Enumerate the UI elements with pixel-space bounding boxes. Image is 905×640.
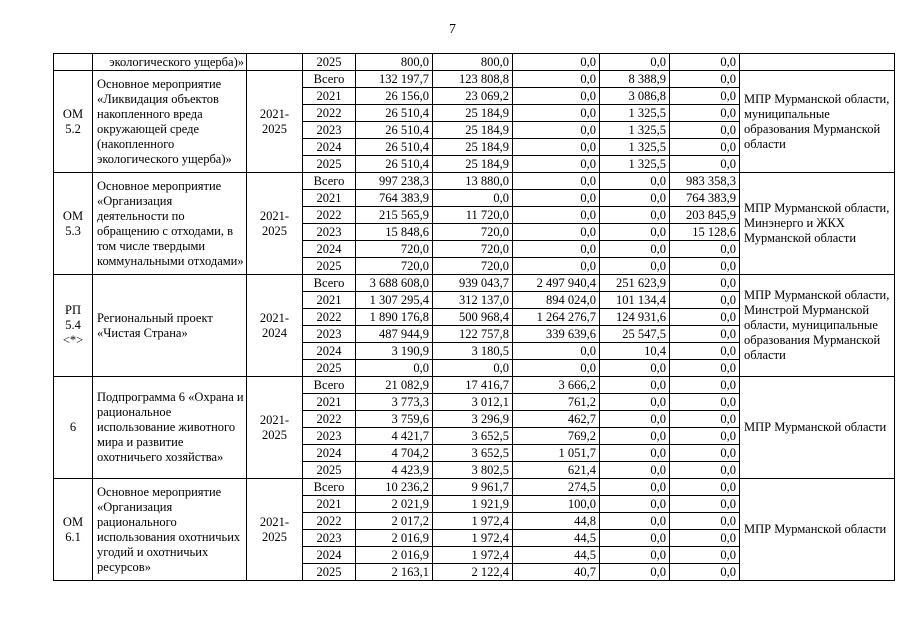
- section-period-cell: 2021-2025: [247, 479, 303, 581]
- value-cell: 8 388,9: [600, 71, 670, 88]
- value-cell: 0,0: [356, 360, 433, 377]
- value-cell: 0,0: [670, 343, 740, 360]
- value-cell: 2 016,9: [356, 530, 433, 547]
- value-cell: 21 082,9: [356, 377, 433, 394]
- value-cell: 13 880,0: [433, 173, 513, 190]
- value-cell: 26 510,4: [356, 122, 433, 139]
- value-cell: 0,0: [513, 156, 600, 173]
- value-cell: 1 051,7: [513, 445, 600, 462]
- value-cell: 0,0: [433, 190, 513, 207]
- value-cell: 0,0: [670, 479, 740, 496]
- section-code-cell: 6: [54, 377, 93, 479]
- year-cell: 2023: [303, 224, 356, 241]
- value-cell: 1 325,5: [600, 156, 670, 173]
- value-cell: 0,0: [600, 190, 670, 207]
- executor-cell: МПР Мурманской области, муниципальные образования Мурманской области: [740, 71, 895, 173]
- value-cell: 4 423,9: [356, 462, 433, 479]
- year-cell: Всего: [303, 377, 356, 394]
- value-cell: 1 972,4: [433, 547, 513, 564]
- value-cell: 10,4: [600, 343, 670, 360]
- value-cell: 0,0: [513, 88, 600, 105]
- section-code-cell: ОМ 5.2: [54, 71, 93, 173]
- value-cell: 0,0: [670, 71, 740, 88]
- value-cell: 3 012,1: [433, 394, 513, 411]
- value-cell: 0,0: [600, 377, 670, 394]
- value-cell: 274,5: [513, 479, 600, 496]
- value-cell: 0,0: [670, 377, 740, 394]
- value-cell: 2 021,9: [356, 496, 433, 513]
- year-cell: 2024: [303, 343, 356, 360]
- value-cell: 0,0: [600, 496, 670, 513]
- section-code-cell: ОМ 5.3: [54, 173, 93, 275]
- executor-cell: МПР Мурманской области: [740, 479, 895, 581]
- value-cell: 621,4: [513, 462, 600, 479]
- value-cell: 3 180,5: [433, 343, 513, 360]
- value-cell: 0,0: [600, 564, 670, 581]
- value-cell: 1 325,5: [600, 105, 670, 122]
- section-name-cell: Основное мероприятие «Ликвидация объектов накопленного вреда окружающей среде (накопленного экологического ущерба)»: [93, 71, 247, 173]
- value-cell: 0,0: [600, 54, 670, 71]
- value-cell: 3 190,9: [356, 343, 433, 360]
- year-cell: 2022: [303, 309, 356, 326]
- value-cell: 0,0: [670, 139, 740, 156]
- value-cell: 2 497 940,4: [513, 275, 600, 292]
- value-cell: 0,0: [513, 207, 600, 224]
- value-cell: 3 652,5: [433, 428, 513, 445]
- year-cell: 2022: [303, 513, 356, 530]
- value-cell: 720,0: [356, 258, 433, 275]
- value-cell: 3 773,3: [356, 394, 433, 411]
- value-cell: 720,0: [433, 224, 513, 241]
- year-cell: 2022: [303, 411, 356, 428]
- value-cell: 10 236,2: [356, 479, 433, 496]
- value-cell: 0,0: [600, 360, 670, 377]
- value-cell: 894 024,0: [513, 292, 600, 309]
- year-cell: 2023: [303, 122, 356, 139]
- value-cell: 0,0: [670, 564, 740, 581]
- value-cell: 11 720,0: [433, 207, 513, 224]
- value-cell: 500 968,4: [433, 309, 513, 326]
- value-cell: 0,0: [513, 173, 600, 190]
- value-cell: 0,0: [670, 105, 740, 122]
- value-cell: 1 890 176,8: [356, 309, 433, 326]
- value-cell: 17 416,7: [433, 377, 513, 394]
- value-cell: 1 325,5: [600, 122, 670, 139]
- program-name-cell: экологического ущерба)»: [93, 54, 247, 71]
- value-cell: 124 931,6: [600, 309, 670, 326]
- year-cell: 2023: [303, 326, 356, 343]
- value-cell: 0,0: [670, 54, 740, 71]
- value-cell: 0,0: [670, 88, 740, 105]
- year-cell: 2021: [303, 190, 356, 207]
- value-cell: 40,7: [513, 564, 600, 581]
- value-cell: 215 565,9: [356, 207, 433, 224]
- value-cell: 25 184,9: [433, 122, 513, 139]
- value-cell: 0,0: [600, 445, 670, 462]
- value-cell: 800,0: [356, 54, 433, 71]
- value-cell: 44,5: [513, 530, 600, 547]
- table-row: [54, 173, 895, 190]
- value-cell: 1 972,4: [433, 513, 513, 530]
- value-cell: 0,0: [513, 343, 600, 360]
- value-cell: 0,0: [600, 258, 670, 275]
- section-name-cell: Подпрограмма 6 «Охрана и рациональное использование животного мира и развитие охотничьего хозяйства»: [93, 377, 247, 479]
- value-cell: 26 510,4: [356, 139, 433, 156]
- value-cell: 26 156,0: [356, 88, 433, 105]
- value-cell: 9 961,7: [433, 479, 513, 496]
- value-cell: 0,0: [513, 258, 600, 275]
- value-cell: 25 547,5: [600, 326, 670, 343]
- value-cell: 0,0: [600, 479, 670, 496]
- value-cell: 2 163,1: [356, 564, 433, 581]
- value-cell: 0,0: [670, 292, 740, 309]
- value-cell: 0,0: [513, 54, 600, 71]
- year-cell: 2022: [303, 105, 356, 122]
- value-cell: 123 808,8: [433, 71, 513, 88]
- period-cell: [247, 54, 303, 71]
- year-cell: 2021: [303, 88, 356, 105]
- year-cell: Всего: [303, 173, 356, 190]
- value-cell: 0,0: [670, 241, 740, 258]
- value-cell: 26 510,4: [356, 156, 433, 173]
- value-cell: 0,0: [600, 224, 670, 241]
- year-cell: 2025: [303, 462, 356, 479]
- year-cell: 2025: [303, 564, 356, 581]
- table-row: [54, 377, 895, 394]
- table-row: [54, 54, 895, 71]
- value-cell: 44,8: [513, 513, 600, 530]
- value-cell: 0,0: [513, 105, 600, 122]
- year-cell: 2021: [303, 496, 356, 513]
- section-name-cell: Основное мероприятие «Организация рационального использования охотничьих угодий и охотничьих ресурсов»: [93, 479, 247, 581]
- value-cell: 0,0: [433, 360, 513, 377]
- year-cell: 2024: [303, 547, 356, 564]
- section-period-cell: 2021-2025: [247, 173, 303, 275]
- year-cell: 2025: [303, 54, 356, 71]
- value-cell: 0,0: [670, 462, 740, 479]
- value-cell: 0,0: [670, 530, 740, 547]
- executor-cell: МПР Мурманской области, Минстрой Мурманской области, муниципальные образования Мурманской области: [740, 275, 895, 377]
- value-cell: 0,0: [670, 360, 740, 377]
- value-cell: 122 757,8: [433, 326, 513, 343]
- value-cell: 15 128,6: [670, 224, 740, 241]
- value-cell: 4 704,2: [356, 445, 433, 462]
- value-cell: 0,0: [670, 258, 740, 275]
- executor-cell: МПР Мурманской области: [740, 377, 895, 479]
- value-cell: 3 759,6: [356, 411, 433, 428]
- table-row: [54, 275, 895, 292]
- value-cell: 761,2: [513, 394, 600, 411]
- year-cell: 2021: [303, 292, 356, 309]
- value-cell: 1 264 276,7: [513, 309, 600, 326]
- value-cell: 26 510,4: [356, 105, 433, 122]
- value-cell: 25 184,9: [433, 156, 513, 173]
- budget-table: [53, 53, 895, 581]
- year-cell: 2025: [303, 360, 356, 377]
- value-cell: 15 848,6: [356, 224, 433, 241]
- value-cell: 23 069,2: [433, 88, 513, 105]
- year-cell: Всего: [303, 71, 356, 88]
- value-cell: 0,0: [670, 122, 740, 139]
- value-cell: 0,0: [600, 241, 670, 258]
- executor-cell: [740, 54, 895, 71]
- year-cell: 2024: [303, 139, 356, 156]
- value-cell: 764 383,9: [670, 190, 740, 207]
- value-cell: 0,0: [513, 224, 600, 241]
- code-cell: [54, 54, 93, 71]
- year-cell: Всего: [303, 479, 356, 496]
- value-cell: 251 623,9: [600, 275, 670, 292]
- value-cell: 100,0: [513, 496, 600, 513]
- value-cell: 3 666,2: [513, 377, 600, 394]
- section-period-cell: 2021-2025: [247, 377, 303, 479]
- value-cell: 0,0: [670, 275, 740, 292]
- value-cell: 0,0: [513, 190, 600, 207]
- value-cell: 0,0: [670, 513, 740, 530]
- value-cell: 0,0: [513, 122, 600, 139]
- year-cell: 2023: [303, 428, 356, 445]
- section-period-cell: 2021-2025: [247, 71, 303, 173]
- year-cell: 2022: [303, 207, 356, 224]
- value-cell: 0,0: [513, 71, 600, 88]
- year-cell: 2025: [303, 156, 356, 173]
- value-cell: 2 122,4: [433, 564, 513, 581]
- value-cell: 0,0: [670, 547, 740, 564]
- value-cell: 720,0: [433, 241, 513, 258]
- value-cell: 0,0: [600, 513, 670, 530]
- value-cell: 0,0: [670, 445, 740, 462]
- value-cell: 132 197,7: [356, 71, 433, 88]
- section-code-cell: РП 5.4 <*>: [54, 275, 93, 377]
- value-cell: 1 972,4: [433, 530, 513, 547]
- value-cell: 339 639,6: [513, 326, 600, 343]
- section-period-cell: 2021-2024: [247, 275, 303, 377]
- value-cell: 3 802,5: [433, 462, 513, 479]
- value-cell: 487 944,9: [356, 326, 433, 343]
- value-cell: 0,0: [600, 547, 670, 564]
- value-cell: 0,0: [513, 139, 600, 156]
- value-cell: 983 358,3: [670, 173, 740, 190]
- value-cell: 0,0: [600, 411, 670, 428]
- value-cell: 25 184,9: [433, 105, 513, 122]
- table-row: [54, 479, 895, 496]
- value-cell: 0,0: [670, 411, 740, 428]
- value-cell: 101 134,4: [600, 292, 670, 309]
- value-cell: 3 688 608,0: [356, 275, 433, 292]
- value-cell: 44,5: [513, 547, 600, 564]
- value-cell: 0,0: [600, 530, 670, 547]
- value-cell: 0,0: [670, 156, 740, 173]
- page-number: 7: [449, 22, 456, 37]
- executor-cell: МПР Мурманской области, Минэнерго и ЖКХ Мурманской области: [740, 173, 895, 275]
- year-cell: 2024: [303, 241, 356, 258]
- value-cell: 462,7: [513, 411, 600, 428]
- year-cell: 2025: [303, 258, 356, 275]
- value-cell: 0,0: [670, 428, 740, 445]
- value-cell: 997 238,3: [356, 173, 433, 190]
- value-cell: 2 017,2: [356, 513, 433, 530]
- value-cell: 0,0: [670, 326, 740, 343]
- value-cell: 0,0: [600, 428, 670, 445]
- value-cell: 769,2: [513, 428, 600, 445]
- value-cell: 0,0: [600, 173, 670, 190]
- value-cell: 0,0: [513, 241, 600, 258]
- section-code-cell: ОМ 6.1: [54, 479, 93, 581]
- value-cell: 2 016,9: [356, 547, 433, 564]
- value-cell: 0,0: [600, 394, 670, 411]
- section-name-cell: Основное мероприятие «Организация деятельности по обращению с отходами, в том числе твердыми коммунальными отходами»: [93, 173, 247, 275]
- year-cell: 2021: [303, 394, 356, 411]
- value-cell: 0,0: [670, 309, 740, 326]
- value-cell: 312 137,0: [433, 292, 513, 309]
- value-cell: 0,0: [670, 394, 740, 411]
- value-cell: 4 421,7: [356, 428, 433, 445]
- value-cell: 203 845,9: [670, 207, 740, 224]
- year-cell: 2023: [303, 530, 356, 547]
- value-cell: 764 383,9: [356, 190, 433, 207]
- value-cell: 1 307 295,4: [356, 292, 433, 309]
- value-cell: 0,0: [513, 360, 600, 377]
- value-cell: 3 296,9: [433, 411, 513, 428]
- value-cell: 3 086,8: [600, 88, 670, 105]
- value-cell: 25 184,9: [433, 139, 513, 156]
- value-cell: 720,0: [433, 258, 513, 275]
- value-cell: 720,0: [356, 241, 433, 258]
- value-cell: 0,0: [670, 496, 740, 513]
- table-row: [54, 71, 895, 88]
- value-cell: 1 921,9: [433, 496, 513, 513]
- value-cell: 3 652,5: [433, 445, 513, 462]
- year-cell: Всего: [303, 275, 356, 292]
- value-cell: 939 043,7: [433, 275, 513, 292]
- value-cell: 800,0: [433, 54, 513, 71]
- year-cell: 2024: [303, 445, 356, 462]
- section-name-cell: Региональный проект «Чистая Страна»: [93, 275, 247, 377]
- value-cell: 0,0: [600, 462, 670, 479]
- value-cell: 1 325,5: [600, 139, 670, 156]
- value-cell: 0,0: [600, 207, 670, 224]
